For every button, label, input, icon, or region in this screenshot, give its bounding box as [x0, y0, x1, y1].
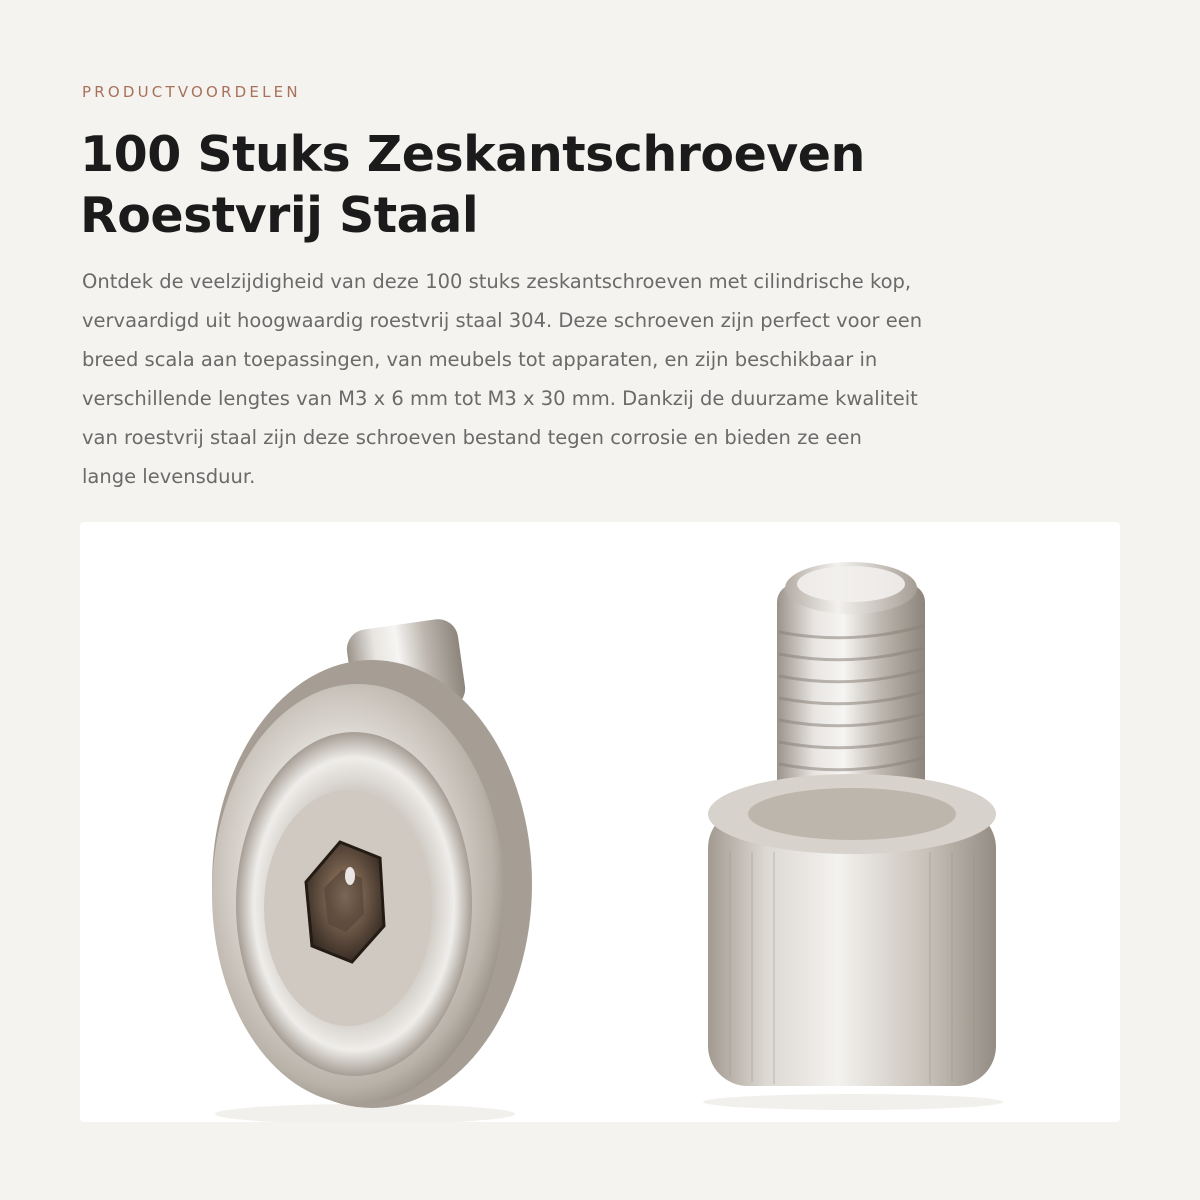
description-line: lange levensduur.	[82, 465, 256, 488]
product-description	[82, 262, 1072, 496]
description-line: van roestvrij staal zijn deze schroeven bestand tegen corrosie en bieden ze een	[82, 426, 862, 449]
product-photo	[80, 522, 1120, 1122]
description-line: verschillende lengtes van M3 x 6 mm tot M3 x 30 mm. Dankzij de duurzame kwaliteit	[82, 387, 918, 410]
product-title-line: 100 Stuks Zeskantschroeven	[80, 126, 865, 183]
description-line: vervaardigd uit hoogwaardig roestvrij staal 304. Deze schroeven zijn perfect voor een	[82, 309, 923, 332]
description-line: Ontdek de veelzijdigheid van deze 100 stuks zeskantschroeven met cilindrische kop,	[82, 270, 912, 293]
screws-illustration	[80, 522, 1120, 1122]
section-eyebrow: PRODUCTVOORDELEN	[82, 83, 301, 101]
product-title	[80, 124, 1080, 246]
product-title-line: Roestvrij Staal	[80, 187, 479, 244]
description-line: breed scala aan toepassingen, van meubels tot apparaten, en zijn beschikbaar in	[82, 348, 878, 371]
